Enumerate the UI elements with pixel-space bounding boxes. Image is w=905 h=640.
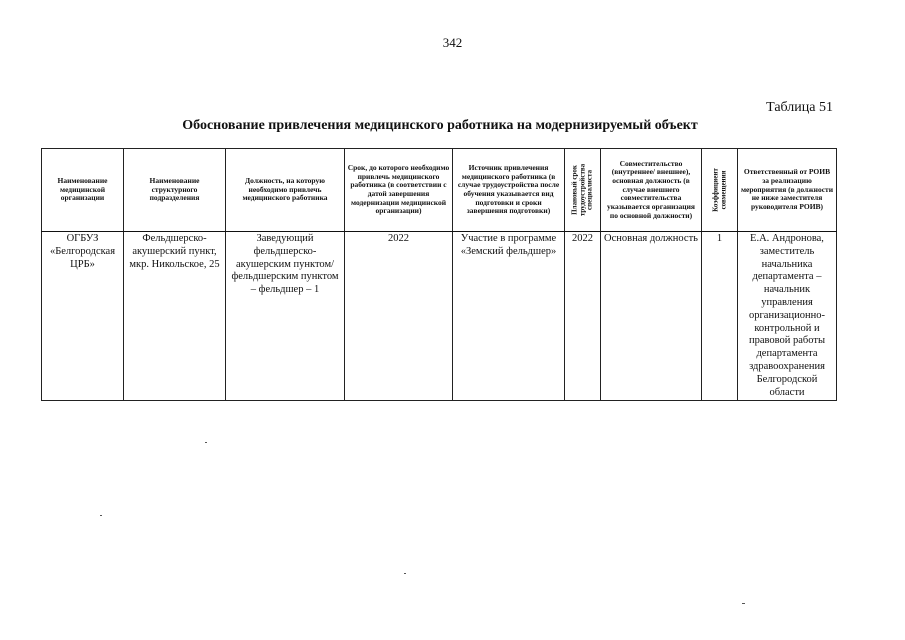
header-org: Наименование медицинской организации bbox=[42, 149, 124, 232]
cell-planned: 2022 bbox=[565, 232, 601, 401]
page-number: 342 bbox=[442, 35, 463, 50]
header-deadline: Срок, до которого необходимо привлечь медицинского работника (в соответствии с датой завершения модернизации медицинской организации) bbox=[345, 149, 453, 232]
cell-position: Заведующий фельдшерско-акушерским пунктом/фельдшерским пунктом – фельдшер – 1 bbox=[226, 232, 345, 401]
cell-unit: Фельдшерско-акушерский пункт, мкр. Никольское, 25 bbox=[124, 232, 226, 401]
header-responsible: Ответственный от РОИВ за реализацию мероприятия (в должности не ниже заместителя руководителя РОИВ) bbox=[738, 149, 837, 232]
cell-coef: 1 bbox=[702, 232, 738, 401]
scan-speck bbox=[205, 442, 207, 443]
document-title: Обоснование привлечения медицинского работника на модернизируемый объект bbox=[182, 118, 698, 133]
table-header-row bbox=[42, 149, 837, 232]
header-coef bbox=[702, 149, 738, 232]
header-planned-line3: специалиста bbox=[585, 170, 594, 210]
cell-deadline: 2022 bbox=[345, 232, 453, 401]
header-coef-line1: Коэффициент bbox=[710, 168, 719, 212]
table-label: Таблица 51 bbox=[766, 100, 833, 115]
header-position: Должность, на которую необходимо привлечь медицинского работника bbox=[226, 149, 345, 232]
header-planned-line1: Плановый срок bbox=[569, 165, 578, 215]
table-row bbox=[42, 232, 837, 401]
scan-speck bbox=[100, 515, 102, 516]
justification-table bbox=[41, 148, 837, 401]
header-unit: Наименование структурного подразделения bbox=[124, 149, 226, 232]
cell-org: ОГБУЗ «Белгородская ЦРБ» bbox=[42, 232, 124, 401]
header-combination: Совместительство (внутреннее/ внешнее), основная должность (в случае внешнего совместительства указывается организация по основной должности) bbox=[601, 149, 702, 232]
cell-combination: Основная должность bbox=[601, 232, 702, 401]
header-planned-line2: трудоустройства bbox=[577, 163, 586, 217]
header-source: Источник привлечения медицинского работника (в случае трудоустройства после обучения указывается вид подготовки и сроки завершения подготовки) bbox=[453, 149, 565, 232]
cell-source: Участие в программе «Земский фельдшер» bbox=[453, 232, 565, 401]
scan-speck bbox=[404, 573, 406, 574]
header-coef-line2: совмещения bbox=[718, 170, 727, 210]
header-planned bbox=[565, 149, 601, 232]
scan-speck bbox=[742, 603, 745, 604]
cell-responsible: Е.А. Андронова, заместитель начальника департамента – начальник управления организационно-контрольной и правовой работы департамента здравоохранения Белгородской области bbox=[738, 232, 837, 401]
